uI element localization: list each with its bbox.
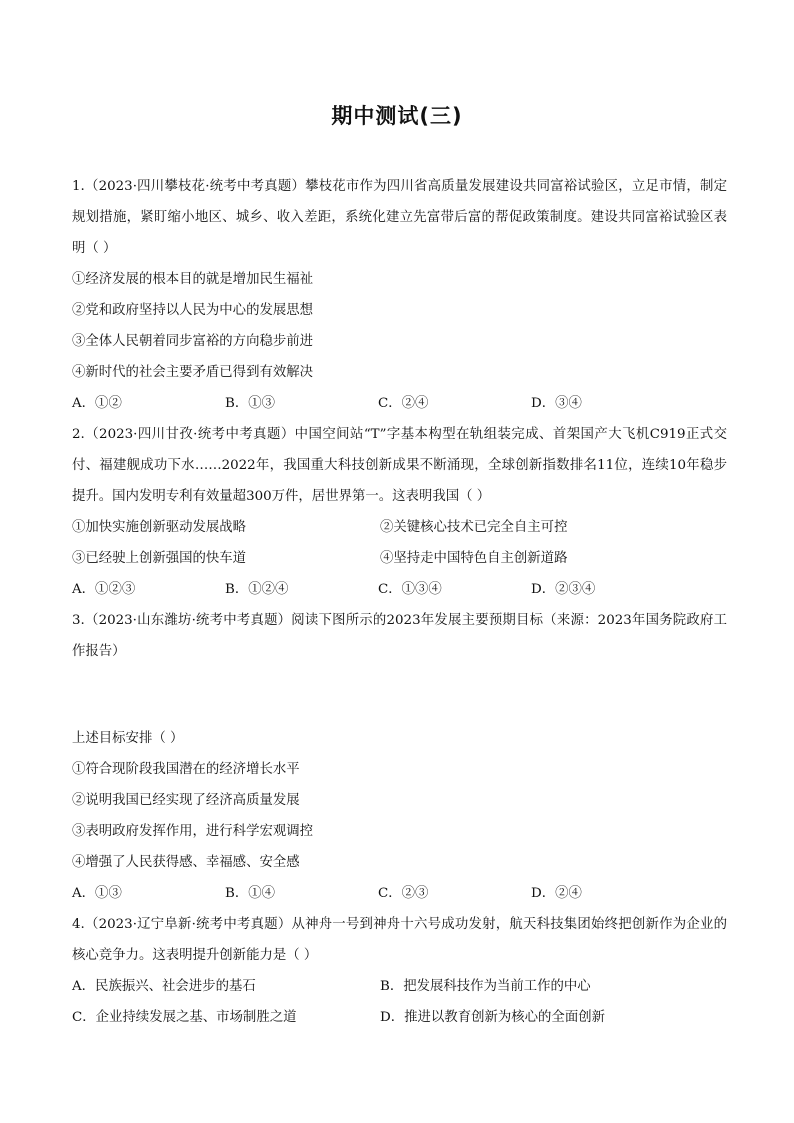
choice-a[interactable]: A．民族振兴、社会进步的基石	[72, 979, 256, 994]
statement-option: ①符合现阶段我国潜在的经济增长水平	[72, 762, 300, 777]
statement-option: ④增强了人民获得感、幸福感、安全感	[72, 855, 300, 870]
choice-d[interactable]: D．③④	[531, 396, 582, 411]
choice-c[interactable]: C．②③	[378, 886, 429, 901]
statement-option: ①经济发展的根本目的就是增加民生福祉	[72, 272, 314, 287]
page-title: 期中测试(三)	[331, 104, 463, 128]
question-sub-stem: 上述目标安排（ ）	[72, 731, 184, 746]
choice-row	[72, 971, 727, 1002]
choice-c[interactable]: C．①③④	[378, 582, 442, 597]
question-2	[72, 419, 727, 605]
choice-row	[72, 574, 727, 605]
figure-placeholder	[72, 667, 727, 723]
statement-option: ③表明政府发挥作用，进行科学宏观调控	[72, 824, 314, 839]
choice-a[interactable]: A．①②③	[72, 582, 136, 597]
statement-option: ②党和政府坚持以人民为中心的发展思想	[72, 303, 314, 318]
choice-a[interactable]: A．①②	[72, 396, 122, 411]
choice-c[interactable]: C．企业持续发展之基、市场制胜之道	[72, 1010, 297, 1025]
question-stem: 3.（2023·山东潍坊·统考中考真题）阅读下图所示的2023年发展主要预期目标（来源：2023年国务院政府工作报告）	[72, 613, 727, 659]
choice-d[interactable]: D．②③④	[531, 582, 596, 597]
choice-b[interactable]: B．①②④	[225, 582, 289, 597]
question-stem: 1.（2023·四川攀枝花·统考中考真题）攀枝花市作为四川省高质量发展建设共同富裕试验区，立足市情，制定规划措施，紧盯缩小地区、城乡、收入差距，系统化建立先富带后富的帮促政策制度。建设共同富裕试验区表明（ ）	[72, 179, 727, 256]
choice-row	[72, 1002, 727, 1033]
choice-b[interactable]: B．把发展科技作为当前工作的中心	[380, 979, 591, 994]
statement-option: ②说明我国已经实现了经济高质量发展	[72, 793, 300, 808]
statement-option: ③已经驶上创新强国的快车道	[72, 551, 247, 566]
statement-row	[72, 512, 727, 543]
statement-option: ③全体人民朝着同步富裕的方向稳步前进	[72, 334, 314, 349]
question-stem: 2.（2023·四川甘孜·统考中考真题）中国空间站“T”字基本构型在轨组装完成、首架国产大飞机C919正式交付、福建舰成功下水……2022年，我国重大科技创新成果不断涌现，全球创新指数排名11位，连续10年稳步提升。国内发明专利有效量超300万件，居世界第一。这表明我国（ ）	[72, 427, 727, 504]
statement-option: ①加快实施创新驱动发展战略	[72, 520, 247, 535]
question-3	[72, 605, 727, 909]
statement-option: ④坚持走中国特色自主创新道路	[380, 551, 568, 566]
question-4	[72, 909, 727, 1033]
question-stem: 4.（2023·辽宁阜新·统考中考真题）从神舟一号到神舟十六号成功发射，航天科技集团始终把创新作为企业的核心竞争力。这表明提升创新能力是（ ）	[72, 917, 727, 963]
choice-b[interactable]: B．①④	[225, 886, 276, 901]
statement-option: ②关键核心技术已完全自主可控	[380, 520, 568, 535]
questions-container	[72, 171, 727, 1033]
choice-a[interactable]: A．①③	[72, 886, 122, 901]
choice-row	[72, 878, 727, 909]
choice-row	[72, 388, 727, 419]
statement-row	[72, 543, 727, 574]
question-1	[72, 171, 727, 419]
choice-d[interactable]: D．推进以教育创新为核心的全面创新	[380, 1010, 605, 1025]
statement-option: ④新时代的社会主要矛盾已得到有效解决	[72, 365, 314, 380]
choice-c[interactable]: C．②④	[378, 396, 429, 411]
choice-d[interactable]: D．②④	[531, 886, 582, 901]
choice-b[interactable]: B．①③	[225, 396, 276, 411]
